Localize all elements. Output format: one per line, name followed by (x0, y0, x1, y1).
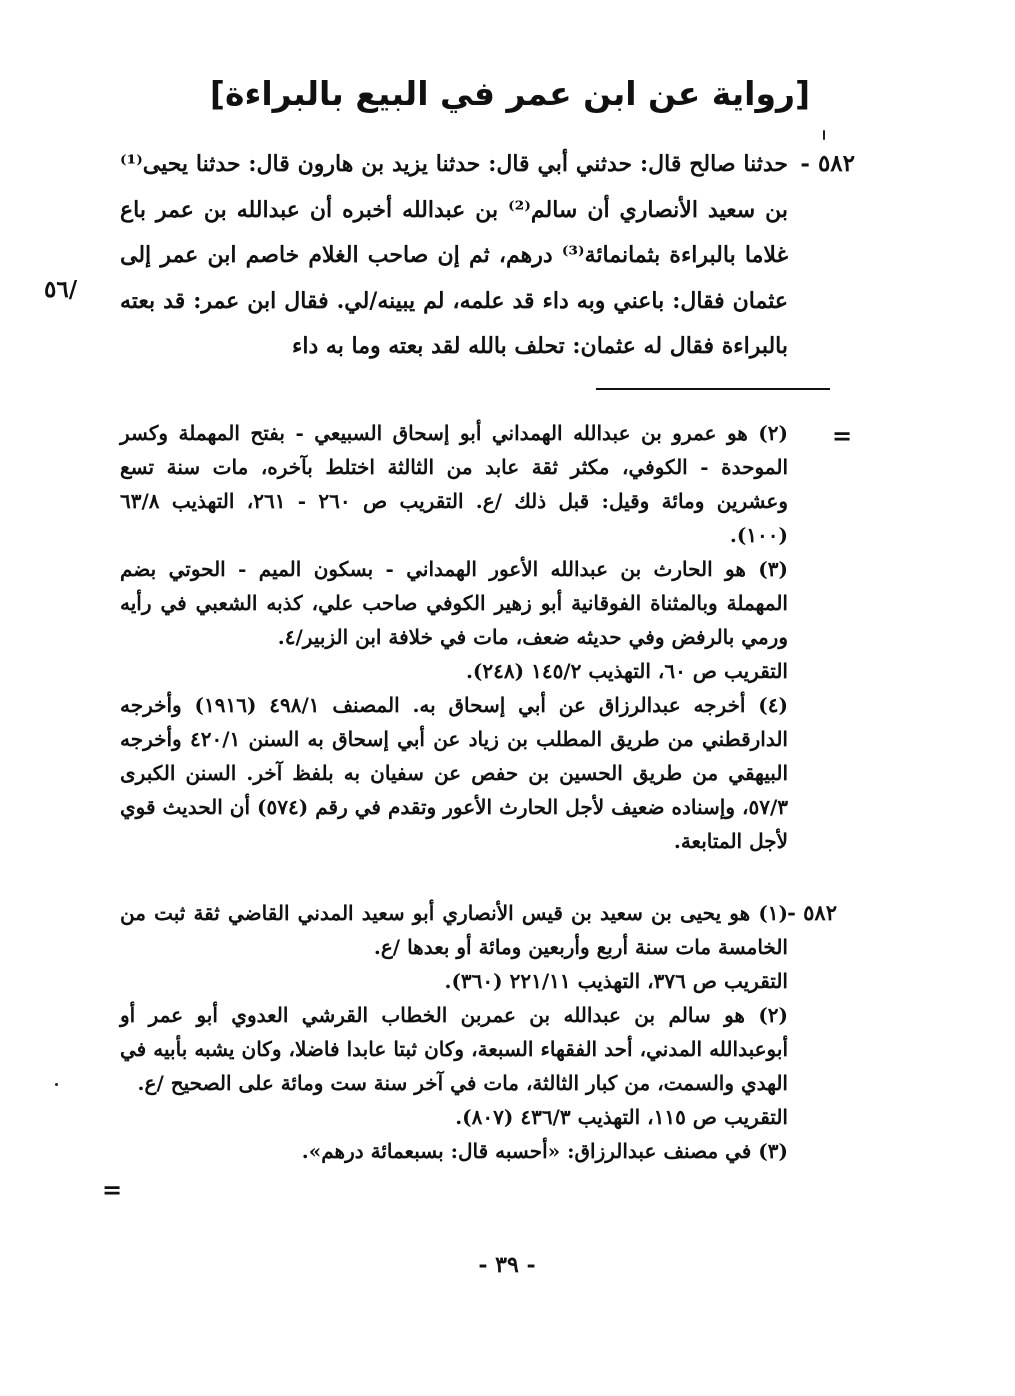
footnote: التقريب ص ٣٧٦، التهذيب ٢٢١/١١ (٣٦٠). (444, 969, 788, 993)
footnote-hadith-number: ٥٨٢ - (787, 900, 837, 925)
footnotes-continued (120, 416, 788, 858)
footnote: (٢) هو سالم بن عبدالله بن عمربن الخطاب القرشي العدوي أبو عمر أو أبوعبدالله المدني، أحد الفقهاء السبعة، وكان ثبتا عابدا فاضلا، وكان يشبه بأبيه في الهدي والسمت، من كبار الثالثة، مات في آخر سنة ست ومائة على الصحيح /ع. (120, 1003, 788, 1095)
footnotes-current (120, 896, 788, 1168)
hadith-text: حدثنا صالح قال: حدثني أبي قال: حدثنا يزيد بن هارون قال: حدثنا يحيى⁽¹⁾ بن سعيد الأنصاري أن سالم⁽²⁾ بن عبدالله أخبره أن عبدالله بن عمر باع غلاما بالبراءة بثمانمائة⁽³⁾ درهم، ثم إن صاحب الغلام خاصم ابن عمر إلى عثمان فقال: باعني وبه داء قد علمه، لم يبينه/لي. فقال ابن عمر: قد بعته بالبراءة فقال له عثمان: تحلف بالله لقد بعته وما به داء (120, 151, 788, 359)
continuation-mark: = (832, 421, 853, 450)
footnote: (١) هو يحيى بن سعيد بن قيس الأنصاري أبو سعيد المدني القاضي ثقة ثبت من الخامسة مات سنة أربع وأربعين ومائة أو بعدها /ع. (120, 901, 788, 959)
footnote: التقريب ص ٦٠، التهذيب ١٤٥/٢ (٢٤٨). (465, 659, 788, 683)
continuation-mark-end: = (102, 1175, 123, 1204)
footnote: (٣) هو الحارث بن عبدالله الأعور الهمداني - بسكون الميم - الحوتي بضم المهملة وبالمثناة الفوقانية أبو زهير الكوفي صاحب علي، كذبه الشعبي في رأيه ورمي بالرفض وفي حديثه ضعف، مات في خلافة ابن الزبير/٤. (120, 557, 788, 649)
footnote: (٢) هو عمرو بن عبدالله الهمداني أبو إسحاق السبيعي - بفتح المهملة وكسر الموحدة - الكوفي، مكثر ثقة عابد من الثالثة اختلط بآخره، مات سنة تسع وعشرين ومائة وقيل: قبل ذلك /ع. التقريب ص ٢٦٠ - ٢٦١، التهذيب ٦٣/٨ (١٠٠). (120, 421, 788, 547)
page-number: - ٣٩ - (478, 1252, 536, 1278)
footnote: التقريب ص ١١٥، التهذيب ٤٣٦/٣ (٨٠٧). (455, 1105, 788, 1129)
footnote-separator (596, 388, 830, 390)
hadith-number: ٥٨٢ - (800, 150, 855, 177)
page-title: [رواية عن ابن عمر في البيع بالبراءة] (209, 74, 811, 113)
margin-page-reference: /٥٦ (44, 276, 78, 303)
footnote: (٣) في مصنف عبدالرزاق: «أحسبه قال: بسبعمائة درهم». (301, 1139, 788, 1163)
scan-speck (55, 1083, 58, 1086)
footnote: (٤) أخرجه عبدالرزاق عن أبي إسحاق به. المصنف ٤٩٨/١ (١٩١٦) وأخرجه الدارقطني من طريق المطلب بن زياد عن أبي إسحاق به السنن ٤٢٠/١ وأخرجه البيهقي من طريق الحسين بن حفص عن سفيان به بلفظ آخر. السنن الكبرى ٥٧/٣، وإسناده ضعيف لأجل الحارث الأعور وتقدم في رقم (٥٧٤) أن الحديث قوي لأجل المتابعة. (120, 693, 789, 853)
scan-speck (823, 130, 825, 140)
